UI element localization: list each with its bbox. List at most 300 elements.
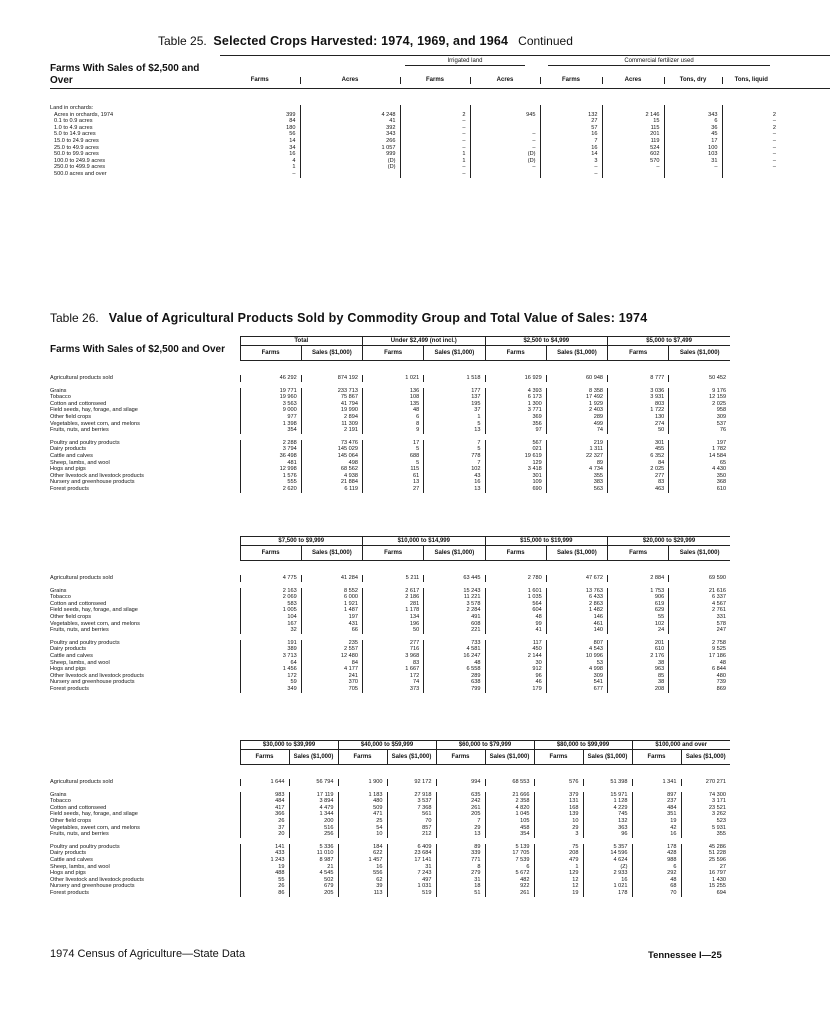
table-cell: 141 bbox=[240, 844, 289, 851]
table-cell: 480 bbox=[338, 798, 387, 805]
table-cell: 576 bbox=[534, 779, 583, 786]
table-cell: 15 243 bbox=[424, 588, 485, 595]
table-cell: 9 bbox=[363, 427, 424, 434]
table-cell: 48 bbox=[632, 877, 681, 884]
table-cell: 16 bbox=[632, 831, 681, 838]
table-cell: 50 452 bbox=[669, 375, 730, 382]
table-cell: 499 bbox=[546, 421, 607, 428]
table-row bbox=[50, 473, 730, 480]
table-cell: 983 bbox=[240, 792, 289, 799]
row-label: Fruits, nuts, and berries bbox=[50, 831, 109, 838]
table-cell: 5 bbox=[424, 446, 485, 453]
table-cell: 266 bbox=[300, 138, 400, 145]
table-cell: 27 bbox=[363, 486, 424, 493]
col-sales: Sales ($1,000) bbox=[546, 346, 607, 361]
table-cell: 25 bbox=[338, 818, 387, 825]
table-cell: 19 771 bbox=[240, 388, 301, 395]
table-cell: 2 191 bbox=[301, 427, 362, 434]
table-cell: 635 bbox=[436, 792, 485, 799]
row-label: Tobacco bbox=[50, 594, 71, 601]
table-cell: 208 bbox=[534, 850, 583, 857]
table-cell: 8 987 bbox=[289, 857, 338, 864]
table-cell: 349 bbox=[240, 686, 301, 693]
table-row bbox=[50, 607, 730, 614]
table-cell: 235 bbox=[301, 640, 362, 647]
table-cell: 2 bbox=[400, 112, 470, 119]
table-25-grid bbox=[220, 77, 780, 84]
table-cell: 277 bbox=[608, 473, 669, 480]
table-26-title bbox=[50, 311, 647, 325]
table-cell: 109 bbox=[485, 479, 546, 486]
table-row bbox=[50, 414, 730, 421]
table-cell: 100 bbox=[664, 145, 722, 152]
row-label: Other livestock and livestock products bbox=[50, 472, 144, 479]
table-cell: (D) bbox=[470, 151, 540, 158]
table-cell: 366 bbox=[240, 811, 289, 818]
table-cell: 30 bbox=[485, 660, 546, 667]
group-header: $5,000 to $7,499 bbox=[608, 337, 731, 346]
table-cell: 89 bbox=[546, 460, 607, 467]
col-sales: Sales ($1,000) bbox=[669, 546, 730, 561]
table-cell: 48 bbox=[424, 660, 485, 667]
table-cell: 331 bbox=[669, 614, 730, 621]
table-cell: 197 bbox=[301, 614, 362, 621]
table-cell: – bbox=[722, 151, 780, 158]
table-cell: 6 000 bbox=[301, 594, 362, 601]
table-cell: 355 bbox=[681, 831, 730, 838]
table-row bbox=[50, 486, 730, 493]
table-cell: 638 bbox=[424, 679, 485, 686]
table-cell: – bbox=[400, 138, 470, 145]
table-cell: 180 bbox=[286, 124, 296, 131]
table-cell: 1 035 bbox=[485, 594, 546, 601]
row-label: 25.0 to 49.9 acres bbox=[54, 144, 99, 151]
table-cell: 14 bbox=[289, 137, 296, 144]
table-cell: – bbox=[722, 131, 780, 138]
table-cell: 480 bbox=[669, 673, 730, 680]
table-cell: 484 bbox=[632, 805, 681, 812]
table-cell: 134 bbox=[363, 614, 424, 621]
table-cell: 233 713 bbox=[301, 388, 362, 395]
table-cell: 17 141 bbox=[387, 857, 436, 864]
table-cell bbox=[540, 105, 602, 112]
table-cell: 56 794 bbox=[289, 779, 338, 786]
table-cell: 351 bbox=[632, 811, 681, 818]
table-cell: 988 bbox=[632, 857, 681, 864]
table-cell: 26 bbox=[240, 818, 289, 825]
table-cell: 1 753 bbox=[608, 588, 669, 595]
row-label: Hogs and pigs bbox=[50, 466, 86, 473]
table-cell: 41 794 bbox=[301, 401, 362, 408]
table-cell: 132 bbox=[540, 112, 602, 119]
table-cell: 4 229 bbox=[583, 805, 632, 812]
table-cell: 958 bbox=[669, 407, 730, 414]
table-cell: 115 bbox=[363, 466, 424, 473]
table-cell: 13 bbox=[424, 486, 485, 493]
group-header: $80,000 to $99,999 bbox=[534, 741, 632, 750]
table-cell: 31 bbox=[664, 158, 722, 165]
table-row bbox=[50, 138, 780, 145]
row-label: Nursery and greenhouse products bbox=[50, 883, 135, 890]
table-cell: 97 bbox=[485, 427, 546, 434]
table-cell bbox=[470, 171, 540, 178]
table-cell: 7 bbox=[424, 440, 485, 447]
table-cell: 27 bbox=[540, 118, 602, 125]
table-cell: 31 bbox=[387, 864, 436, 871]
table-cell: 66 bbox=[301, 627, 362, 634]
table-cell: – bbox=[540, 164, 602, 171]
col-sales: Sales ($1,000) bbox=[301, 346, 362, 361]
table-cell: 356 bbox=[485, 421, 546, 428]
table-cell: 1 031 bbox=[387, 883, 436, 890]
table-cell: 20 bbox=[240, 831, 289, 838]
table-cell: 18 bbox=[436, 883, 485, 890]
table-cell: 1 344 bbox=[289, 811, 338, 818]
row-label: Grains bbox=[50, 791, 67, 798]
table-cell: 208 bbox=[608, 686, 669, 693]
table-cell: 37 bbox=[240, 825, 289, 832]
table-cell: 2 894 bbox=[301, 414, 362, 421]
row-label: Field seeds, hay, forage, and silage bbox=[50, 607, 138, 614]
table-cell: 16 797 bbox=[681, 870, 730, 877]
table-cell: 4 624 bbox=[583, 857, 632, 864]
table-cell: 2 758 bbox=[669, 640, 730, 647]
row-label: 100.0 to 249.9 acres bbox=[54, 157, 106, 164]
table-cell: 874 192 bbox=[301, 375, 362, 382]
table-cell: 2 bbox=[722, 112, 780, 119]
table-cell: 219 bbox=[546, 440, 607, 447]
table-cell: 4 479 bbox=[289, 805, 338, 812]
table-cell: 516 bbox=[289, 825, 338, 832]
table-cell: 301 bbox=[485, 473, 546, 480]
col-sales: Sales ($1,000) bbox=[681, 750, 730, 765]
table-cell: 39 bbox=[338, 883, 387, 890]
table-cell: 38 bbox=[608, 660, 669, 667]
table-cell: 135 bbox=[363, 401, 424, 408]
table-cell: 9 000 bbox=[240, 407, 301, 414]
table-cell: 41 bbox=[300, 118, 400, 125]
table-cell: 350 bbox=[669, 473, 730, 480]
spacer-row bbox=[50, 361, 730, 376]
table-cell: 19 990 bbox=[301, 407, 362, 414]
table-cell: 68 bbox=[632, 883, 681, 890]
table-cell: 2 069 bbox=[240, 594, 301, 601]
table-cell: 84 bbox=[289, 118, 296, 125]
table-cell: 57 bbox=[540, 125, 602, 132]
table-cell: 1 921 bbox=[301, 601, 362, 608]
table-cell: 1 457 bbox=[338, 857, 387, 864]
group-header: $15,000 to $19,999 bbox=[485, 537, 608, 546]
table-cell: 4 bbox=[292, 157, 296, 164]
table-cell: 2 288 bbox=[240, 440, 301, 447]
table-cell bbox=[470, 118, 540, 125]
table-cell: 509 bbox=[338, 805, 387, 812]
row-label: Sheep, lambs, and wool bbox=[50, 659, 110, 666]
row-label: Acres in orchards, 1974 bbox=[54, 111, 114, 118]
table-cell: 610 bbox=[669, 486, 730, 493]
table-cell: 1 782 bbox=[669, 446, 730, 453]
table-cell: 2 933 bbox=[583, 870, 632, 877]
col-farms: Farms bbox=[608, 546, 669, 561]
table-cell: 1 045 bbox=[485, 811, 534, 818]
table-cell: 84 bbox=[301, 660, 362, 667]
table-cell: 205 bbox=[289, 890, 338, 897]
table-cell: 8 bbox=[363, 421, 424, 428]
table-cell: 906 bbox=[608, 594, 669, 601]
table-row bbox=[50, 466, 730, 473]
col-sales: Sales ($1,000) bbox=[669, 346, 730, 361]
table-cell: 64 bbox=[240, 660, 301, 667]
table-cell: 3 bbox=[540, 158, 602, 165]
table-cell: 55 bbox=[608, 614, 669, 621]
table-cell: 3 771 bbox=[485, 407, 546, 414]
table-row bbox=[50, 627, 730, 634]
table-25-body bbox=[50, 105, 780, 178]
table-cell: 47 672 bbox=[546, 575, 607, 582]
table-cell: 22 327 bbox=[546, 453, 607, 460]
table-26-stub-header: Farms With Sales of $2,500 and Over bbox=[50, 344, 225, 355]
col-sales: Sales ($1,000) bbox=[424, 546, 485, 561]
row-label: Tobacco bbox=[50, 798, 71, 805]
table-cell: 745 bbox=[583, 811, 632, 818]
table-cell: 578 bbox=[669, 621, 730, 628]
table-cell: 74 bbox=[363, 679, 424, 686]
table-cell: 74 bbox=[546, 427, 607, 434]
row-label: Dairy products bbox=[50, 646, 87, 653]
table-26-label: Table 26. bbox=[50, 311, 99, 325]
table-cell: 3 931 bbox=[608, 394, 669, 401]
table-cell: 2 863 bbox=[546, 601, 607, 608]
row-label: Grains bbox=[50, 587, 67, 594]
table-cell: 677 bbox=[546, 686, 607, 693]
table-row bbox=[50, 112, 780, 119]
row-label: Nursery and greenhouse products bbox=[50, 479, 135, 486]
table-cell: 12 480 bbox=[301, 653, 362, 660]
row-label: Other field crops bbox=[50, 613, 92, 620]
table-cell: 261 bbox=[485, 890, 534, 897]
table-cell: 43 bbox=[424, 473, 485, 480]
group-header: $10,000 to $14,999 bbox=[363, 537, 486, 546]
table-row bbox=[50, 125, 780, 132]
table-cell: 1 430 bbox=[681, 877, 730, 884]
table-cell: 1 183 bbox=[338, 792, 387, 799]
row-label: Cotton and cottonseed bbox=[50, 400, 107, 407]
table-cell: 23 521 bbox=[681, 805, 730, 812]
table-cell: 60 948 bbox=[546, 375, 607, 382]
table-cell: 17 bbox=[363, 440, 424, 447]
table-cell: 54 bbox=[338, 825, 387, 832]
table-row bbox=[50, 388, 730, 395]
table-cell: 1 311 bbox=[546, 446, 607, 453]
table-cell: 281 bbox=[363, 601, 424, 608]
group-header-row bbox=[50, 741, 730, 750]
table-row bbox=[50, 686, 730, 693]
table-25-group-irrigated: Irrigated land bbox=[405, 58, 525, 66]
table-cell: 19 619 bbox=[485, 453, 546, 460]
table-cell: 92 172 bbox=[387, 779, 436, 786]
table-cell: 53 bbox=[546, 660, 607, 667]
table-cell: 564 bbox=[485, 601, 546, 608]
table-cell: 3 794 bbox=[240, 446, 301, 453]
table-cell: 105 bbox=[485, 818, 534, 825]
table-cell: 5 139 bbox=[485, 844, 534, 851]
table-cell: 279 bbox=[436, 870, 485, 877]
table-cell: 261 bbox=[436, 805, 485, 812]
table-cell: 383 bbox=[546, 479, 607, 486]
table-cell: 1 900 bbox=[338, 779, 387, 786]
col-farms: Farms bbox=[632, 750, 681, 765]
table-cell: 570 bbox=[602, 158, 664, 165]
table-cell: 1 bbox=[292, 164, 296, 171]
table-cell: 309 bbox=[669, 414, 730, 421]
table-row bbox=[50, 601, 730, 608]
table-cell: 16 929 bbox=[485, 375, 546, 382]
row-label: Vegetables, sweet corn, and melons bbox=[50, 824, 140, 831]
table-cell: 51 bbox=[436, 890, 485, 897]
group-header: $2,500 to $4,999 bbox=[485, 337, 608, 346]
table-cell: 912 bbox=[485, 666, 546, 673]
table-cell: 2 761 bbox=[669, 607, 730, 614]
table-cell: 679 bbox=[289, 883, 338, 890]
col-farms: Farms bbox=[240, 546, 301, 561]
stub-header-cell bbox=[50, 537, 240, 561]
table-cell: 583 bbox=[240, 601, 301, 608]
row-label: Tobacco bbox=[50, 394, 71, 401]
table-cell: 8 bbox=[436, 864, 485, 871]
table-cell: 51 228 bbox=[681, 850, 730, 857]
table-cell: 4 820 bbox=[485, 805, 534, 812]
table-cell: 541 bbox=[546, 679, 607, 686]
table-25-rule-header bbox=[50, 88, 830, 89]
table-cell: – bbox=[292, 170, 296, 177]
table-cell: 27 bbox=[681, 864, 730, 871]
table-cell: 73 476 bbox=[301, 440, 362, 447]
table-row bbox=[50, 850, 730, 857]
table-cell: 1 601 bbox=[485, 588, 546, 595]
table-cell: 50 bbox=[608, 427, 669, 434]
table-cell: 59 bbox=[240, 679, 301, 686]
table-25-continued: Continued bbox=[518, 34, 573, 48]
table-cell: 491 bbox=[424, 614, 485, 621]
table-cell: 32 bbox=[240, 627, 301, 634]
col-sales: Sales ($1,000) bbox=[387, 750, 436, 765]
table-cell: 89 bbox=[436, 844, 485, 851]
table-cell: 62 bbox=[338, 877, 387, 884]
table-cell: 84 bbox=[608, 460, 669, 467]
table-cell: 85 bbox=[608, 673, 669, 680]
table-cell: 1 456 bbox=[240, 666, 301, 673]
table-row bbox=[50, 575, 730, 582]
table-cell: 55 bbox=[240, 877, 289, 884]
table-cell: 2 163 bbox=[240, 588, 301, 595]
row-label: Cotton and cottonseed bbox=[50, 804, 107, 811]
table-cell: 1 128 bbox=[583, 798, 632, 805]
table-cell: 563 bbox=[546, 486, 607, 493]
table-cell: 608 bbox=[424, 621, 485, 628]
table-cell: 108 bbox=[363, 394, 424, 401]
table-cell: 3 894 bbox=[289, 798, 338, 805]
table-cell: 3 262 bbox=[681, 811, 730, 818]
table-cell: 6 bbox=[664, 118, 722, 125]
table-cell: 19 bbox=[632, 818, 681, 825]
col-farms: Farms bbox=[485, 346, 546, 361]
table-cell: 63 445 bbox=[424, 575, 485, 582]
table-cell: 343 bbox=[664, 112, 722, 119]
table-cell bbox=[722, 171, 780, 178]
table-25-heading: Selected Crops Harvested: 1974, 1969, and 1964 bbox=[213, 34, 509, 48]
table-cell: 1 518 bbox=[424, 375, 485, 382]
table-cell: 6 bbox=[632, 864, 681, 871]
table-cell: 21 bbox=[289, 864, 338, 871]
table-cell: 482 bbox=[485, 877, 534, 884]
table-row bbox=[50, 158, 780, 165]
table-cell: 1 021 bbox=[363, 375, 424, 382]
spacer-row bbox=[50, 561, 730, 576]
table-row bbox=[50, 779, 730, 786]
table-cell: 289 bbox=[546, 414, 607, 421]
table-cell: 289 bbox=[424, 673, 485, 680]
table-cell: 3 bbox=[534, 831, 583, 838]
table-cell: 36 bbox=[664, 125, 722, 132]
table-cell: 1 487 bbox=[301, 607, 362, 614]
table-cell: – bbox=[602, 164, 664, 171]
table-cell: 136 bbox=[363, 388, 424, 395]
table-cell: 104 bbox=[240, 614, 301, 621]
table-cell: 6 409 bbox=[387, 844, 436, 851]
table-cell: 778 bbox=[424, 453, 485, 460]
table-cell: 8 552 bbox=[301, 588, 362, 595]
row-label: Other field crops bbox=[50, 413, 92, 420]
row-label: Agricultural products sold bbox=[50, 375, 113, 381]
table-cell: 119 bbox=[602, 138, 664, 145]
table-cell: 38 bbox=[608, 679, 669, 686]
table-cell: – bbox=[470, 131, 540, 138]
table-cell: 200 bbox=[289, 818, 338, 825]
table-cell: 51 398 bbox=[583, 779, 632, 786]
table-cell: 619 bbox=[608, 601, 669, 608]
table-cell: 237 bbox=[632, 798, 681, 805]
table-row bbox=[50, 844, 730, 851]
table-cell bbox=[300, 105, 400, 112]
table-cell: – bbox=[400, 145, 470, 152]
table-cell: 70 bbox=[387, 818, 436, 825]
col-farms: Farms bbox=[363, 346, 424, 361]
table-cell: 389 bbox=[240, 646, 301, 653]
table-cell: 733 bbox=[424, 640, 485, 647]
table-cell: 1 057 bbox=[300, 145, 400, 152]
table-cell: 12 159 bbox=[669, 394, 730, 401]
table-cell: 5 bbox=[424, 421, 485, 428]
table-cell: 1 bbox=[534, 864, 583, 871]
row-label: Dairy products bbox=[50, 850, 87, 857]
table-cell bbox=[602, 105, 664, 112]
row-label: Cattle and calves bbox=[50, 856, 93, 863]
table-row bbox=[50, 171, 780, 178]
table-row bbox=[50, 792, 730, 799]
table-cell: 15 971 bbox=[583, 792, 632, 799]
table-cell: 1 398 bbox=[240, 421, 301, 428]
row-label: Poultry and poultry products bbox=[50, 639, 120, 646]
group-header: Total bbox=[240, 337, 363, 346]
table-cell: 6 844 bbox=[669, 666, 730, 673]
table-cell: 610 bbox=[608, 646, 669, 653]
table-cell: 458 bbox=[485, 825, 534, 832]
table-cell: 17 186 bbox=[669, 653, 730, 660]
table-row bbox=[50, 131, 780, 138]
table-cell: 771 bbox=[436, 857, 485, 864]
table-cell: 5 bbox=[363, 446, 424, 453]
table-cell: 13 bbox=[363, 479, 424, 486]
